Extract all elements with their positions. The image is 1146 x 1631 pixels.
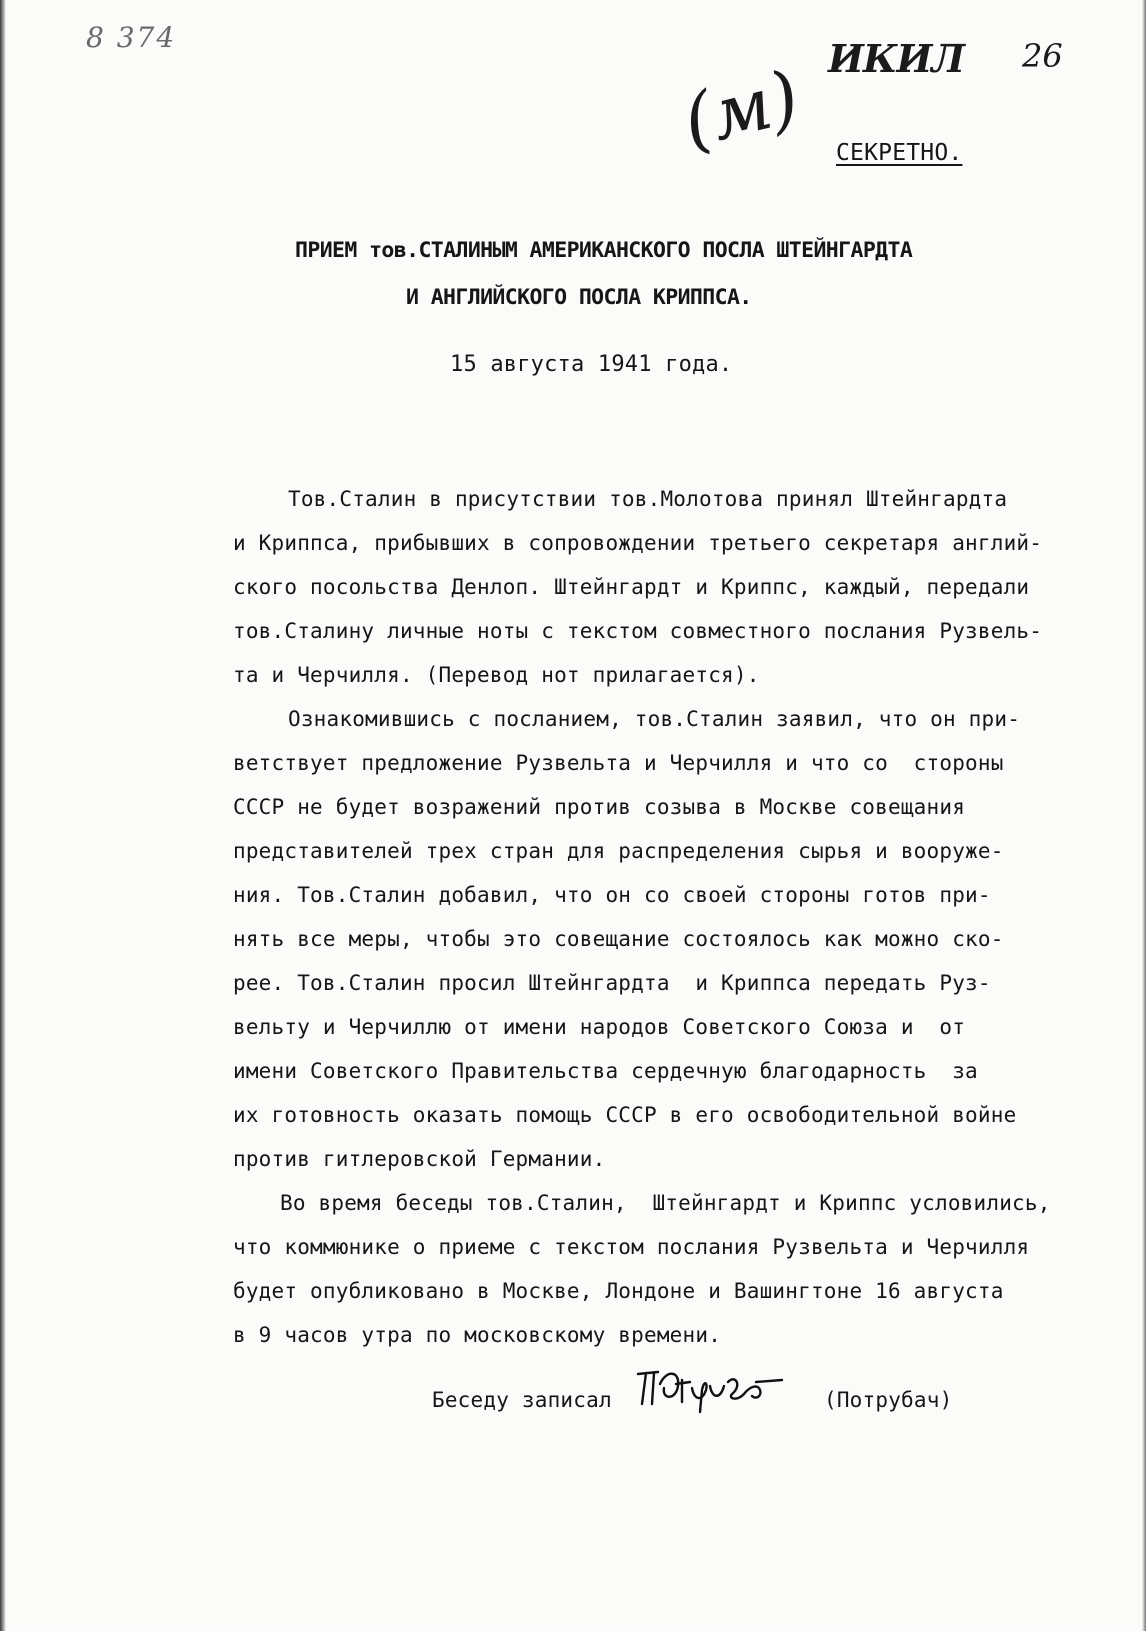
body-line: СССР не будет возражений против созыва в Москве совещания — [233, 795, 966, 819]
body-line: что коммюнике о приеме с текстом послания Рузвельта и Черчилля — [233, 1235, 1030, 1259]
recorder-name: (Потрубач) — [824, 1388, 953, 1412]
body-line: тов.Сталину личные ноты с текстом совместного послания Рузвель- — [233, 619, 1043, 643]
recorded-by-label: Беседу записал — [432, 1388, 612, 1412]
body-line: представителей трех стран для распределения сырья и вооруже- — [233, 839, 1004, 863]
body-line: ветствует предложение Рузвельта и Черчилля и что со стороны — [233, 751, 1004, 775]
body-line: та и Черчилля. (Перевод нот прилагается). — [233, 663, 760, 687]
body-line: их готовность оказать помощь СССР в его освободительной войне — [233, 1103, 1017, 1127]
page-number: 26 — [1022, 37, 1063, 75]
archive-number: 8 374 — [86, 21, 177, 54]
body-line: и Криппса, прибывших в сопровождении третьего секретаря англий- — [233, 531, 1043, 555]
body-line: будет опубликовано в Москве, Лондоне и Вашингтоне 16 августа — [233, 1279, 1004, 1303]
body-line: Тов.Сталин в присутствии тов.Молотова принял Штейнгардта — [288, 487, 1008, 511]
signature-image — [632, 1360, 792, 1420]
body-line: Ознакомившись с посланием, тов.Сталин заявил, что он при- — [288, 707, 1021, 731]
body-line: ния. Тов.Сталин добавил, что он со своей стороны готов при- — [233, 883, 991, 907]
body-line: вельту и Черчиллю от имени народов Советского Союза и от — [233, 1015, 966, 1039]
body-line: рее. Тов.Сталин просил Штейнгардта и Криппса передать Руз- — [233, 971, 991, 995]
document-title-line-2: И АНГЛИЙСКОГО ПОСЛА КРИППСА. — [406, 285, 752, 310]
handwritten-mark: (м) — [674, 54, 808, 164]
body-line: в 9 часов утра по московскому времени. — [233, 1323, 722, 1347]
body-line: ского посольства Денлоп. Штейнгардт и Криппс, каждый, передали — [233, 575, 1030, 599]
document-date: 15 августа 1941 года. — [450, 352, 733, 377]
archive-code: ИКИЛ — [828, 36, 964, 81]
body-line: нять все меры, чтобы это совещание состоялось как можно ско- — [233, 927, 1004, 951]
scan-edge-left — [0, 0, 6, 1631]
body-line: Во время беседы тов.Сталин, Штейнгардт и Криппс условились, — [280, 1191, 1051, 1215]
document-title-line-1: ПРИЕМ тов.СТАЛИНЫМ АМЕРИКАНСКОГО ПОСЛА ШТЕЙНГАРДТА — [295, 238, 913, 263]
scan-edge-right — [1142, 0, 1146, 1631]
body-line: имени Советского Правительства сердечную благодарность за — [233, 1059, 978, 1083]
signature-stroke-icon — [632, 1360, 792, 1420]
body-line: против гитлеровской Германии. — [233, 1147, 606, 1171]
classification-label: СЕКРЕТНО. — [836, 140, 963, 166]
